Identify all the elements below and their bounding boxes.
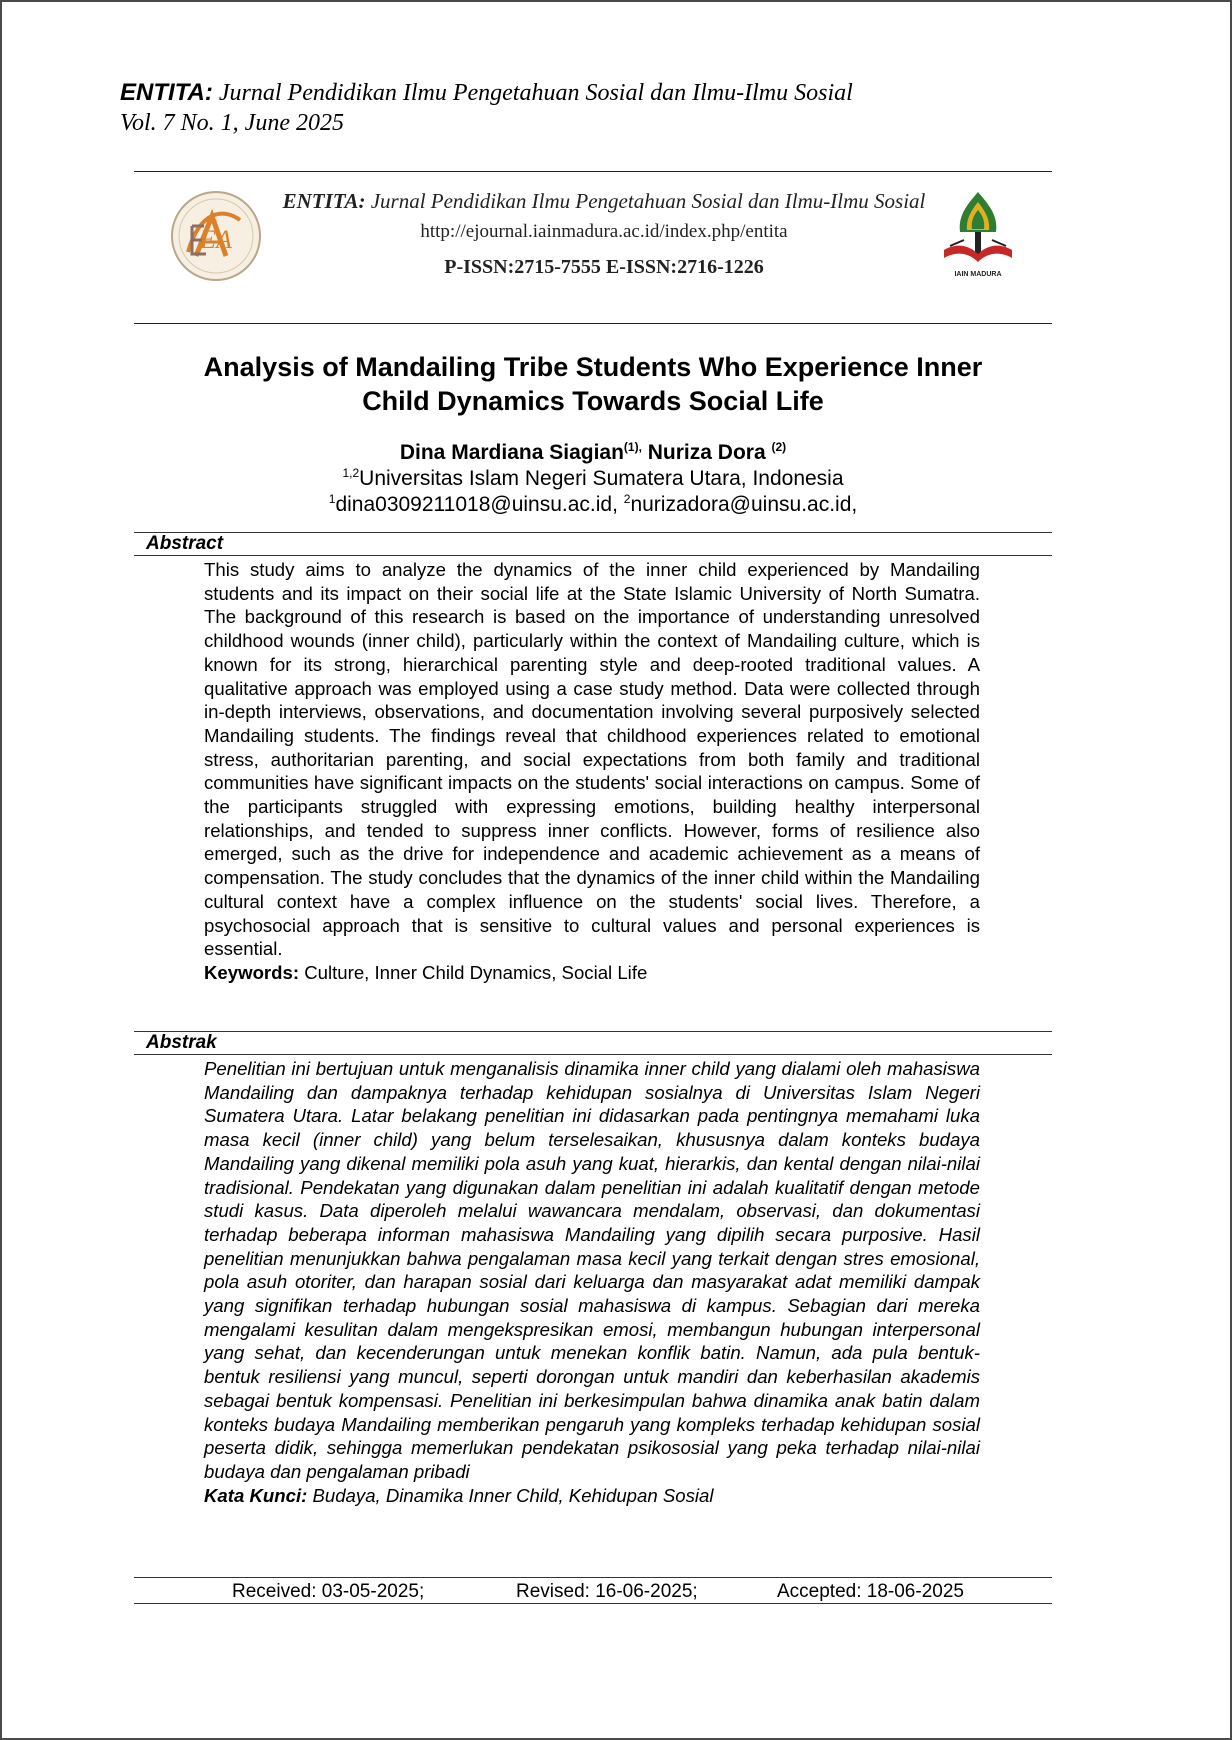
affiliation-sup: 1,2 bbox=[342, 466, 360, 480]
banner-bottom-rule bbox=[134, 323, 1052, 324]
entita-logo-icon bbox=[170, 190, 262, 282]
date-accepted: Accepted: 18-06-2025 bbox=[777, 1581, 964, 1602]
affiliation-text: Universitas Islam Negeri Sumatera Utara, Indonesia bbox=[359, 467, 844, 490]
author-2-sup: (2) bbox=[771, 440, 787, 454]
email-1: dina0309211018@uinsu.ac.id, bbox=[335, 493, 624, 516]
kata-kunci-label: Kata Kunci: bbox=[204, 1484, 308, 1506]
keywords-label: Keywords: bbox=[204, 961, 300, 983]
dates-bottom-rule bbox=[134, 1603, 1052, 1604]
abstract-id-text: Penelitian ini bertujuan untuk menganalisis dinamika inner child yang dialami oleh mahasiswa Mandailing dan dampaknya terhadap kehidupan sosialnya di Universitas Islam Negeri Sumatera Utara. Latar belakang penelitian ini didasarkan pada pentingnya memahami luka masa kecil (inner child) yang belum terselesaikan, khususnya dalam konteks budaya Mandailing yang dikenal memiliki pola asuh yang kuat, hierarkis, dan kental dengan nilai-nilai tradisional. Pendekatan yang digunakan dalam penelitian ini adalah kualitatif dengan metode studi kasus. Data diperoleh melalui wawancara mendalam, observasi, dan dokumentasi terhadap beberapa informan mahasiswa Mandailing yang dipilih secara purposive. Hasil penelitian menunjukkan bahwa pengalaman masa kecil yang terkait dengan stres emosional, pola asuh otoriter, dan harapan sosial dari keluarga dan masyarakat adat memiliki dampak yang signifikan terhadap hubungan sosial mahasiswa di kampus. Sebagian dari mereka mengalami kesulitan dalam mengekspresikan emosi, membangun hubungan interpersonal yang sehat, dan kecenderungan untuk menekan konflik batin. Namun, ada pula bentuk-bentuk resiliensi yang muncul, seperti dorongan untuk mandiri dan keberhasilan akademis sebagai bentuk kompensasi. Penelitian ini berkesimpulan bahwa dinamika anak batin dalam konteks budaya Mandailing memberikan pengaruh yang kompleks terhadap kehidupan sosial peserta didik, sehingga memerlukan pendekatan psikososial yang peka terhadap nilai-nilai budaya dan pengalaman pribadi bbox=[204, 1058, 980, 1482]
banner-text bbox=[264, 186, 944, 284]
running-head-journal bbox=[120, 78, 853, 108]
email-1-sup: 1 bbox=[328, 492, 336, 506]
banner-journal-short: ENTITA: bbox=[282, 189, 366, 213]
top-rule bbox=[134, 171, 1052, 172]
running-head-volume: Vol. 7 No. 1, June 2025 bbox=[120, 110, 344, 136]
abstrak-label-rule bbox=[134, 1054, 1052, 1055]
authors-block bbox=[134, 440, 1052, 518]
affiliation bbox=[134, 466, 1052, 492]
running-head-journal-name: Jurnal Pendidikan Ilmu Pengetahuan Sosial dan Ilmu-Ilmu Sosial bbox=[218, 80, 853, 106]
banner-issn: P-ISSN:2715-7555 E-ISSN:2716-1226 bbox=[444, 256, 764, 278]
date-revised: Revised: 16-06-2025; bbox=[516, 1581, 698, 1602]
iain-madura-logo-icon bbox=[934, 188, 1022, 284]
abstract-label: Abstract bbox=[146, 533, 224, 554]
running-head bbox=[120, 78, 853, 138]
abstrak-top-rule bbox=[134, 1031, 1052, 1032]
article-title-line1: Analysis of Mandailing Tribe Students Who Experience Inner bbox=[203, 352, 983, 382]
abstract-en-text: This study aims to analyze the dynamics of the inner child experienced by Mandailing students and its impact on their social life at the State Islamic University of North Sumatra. The background of this research is based on the importance of understanding unresolved childhood wounds (inner child), particularly within the context of Mandailing culture, which is known for its strong, hierarchical parenting style and deep-rooted traditional values. A qualitative approach was employed using a case study method. Data were collected through in-depth interviews, observations, and documentation involving several purposively selected Mandailing students. The findings reveal that childhood experiences related to emotional stress, authoritarian parenting, and social expectations from both family and traditional communities have significant impacts on the students' social interactions on campus. Some of the participants struggled with expressing emotions, building healthy interpersonal relationships, and tended to suppress inner conflicts. However, forms of resilience also emerged, such as the drive for independence and academic achievement as a means of compensation. The study concludes that the dynamics of the inner child within the Mandailing cultural context have a complex influence on the students' social lives. Therefore, a psychosocial approach that is sensitive to cultural values and personal experiences is essential. bbox=[204, 559, 980, 960]
abstract-id-keywords bbox=[204, 1484, 980, 1508]
abstract-en-keywords bbox=[204, 961, 980, 985]
email-2-sup: 2 bbox=[623, 492, 631, 506]
article-title-line2: Child Dynamics Towards Social Life bbox=[362, 386, 824, 416]
author-2: Nuriza Dora bbox=[647, 441, 766, 464]
abstract-en-body bbox=[204, 558, 980, 985]
date-received: Received: 03-05-2025; bbox=[232, 1581, 425, 1602]
abstract-label-rule bbox=[134, 555, 1052, 556]
banner-journal-title bbox=[264, 186, 944, 216]
author-1-sup: (1), bbox=[623, 440, 642, 454]
email-2: nurizadora@uinsu.ac.id, bbox=[630, 493, 858, 516]
svg-text:EA: EA bbox=[200, 225, 232, 254]
keywords-value: Culture, Inner Child Dynamics, Social Life bbox=[299, 961, 648, 983]
journal-banner bbox=[134, 186, 1052, 304]
dates-top-rule bbox=[134, 1577, 1052, 1578]
kata-kunci-value: Budaya, Dinamika Inner Child, Kehidupan Sosial bbox=[307, 1484, 714, 1506]
abstract-top-rule bbox=[134, 532, 1052, 533]
banner-journal-name: Jurnal Pendidikan Ilmu Pengetahuan Sosial dan Ilmu-Ilmu Sosial bbox=[370, 189, 926, 213]
running-head-journal-short: ENTITA: bbox=[120, 79, 213, 106]
emails bbox=[134, 492, 1052, 518]
article-title bbox=[134, 350, 1052, 418]
author-names bbox=[134, 440, 1052, 466]
author-1: Dina Mardiana Siagian bbox=[399, 441, 624, 464]
abstrak-label: Abstrak bbox=[146, 1032, 217, 1053]
abstract-id-body bbox=[204, 1057, 980, 1507]
banner-url: http://ejournal.iainmadura.ac.id/index.php/entita bbox=[420, 221, 788, 242]
svg-text:IAIN MADURA: IAIN MADURA bbox=[954, 271, 1002, 278]
